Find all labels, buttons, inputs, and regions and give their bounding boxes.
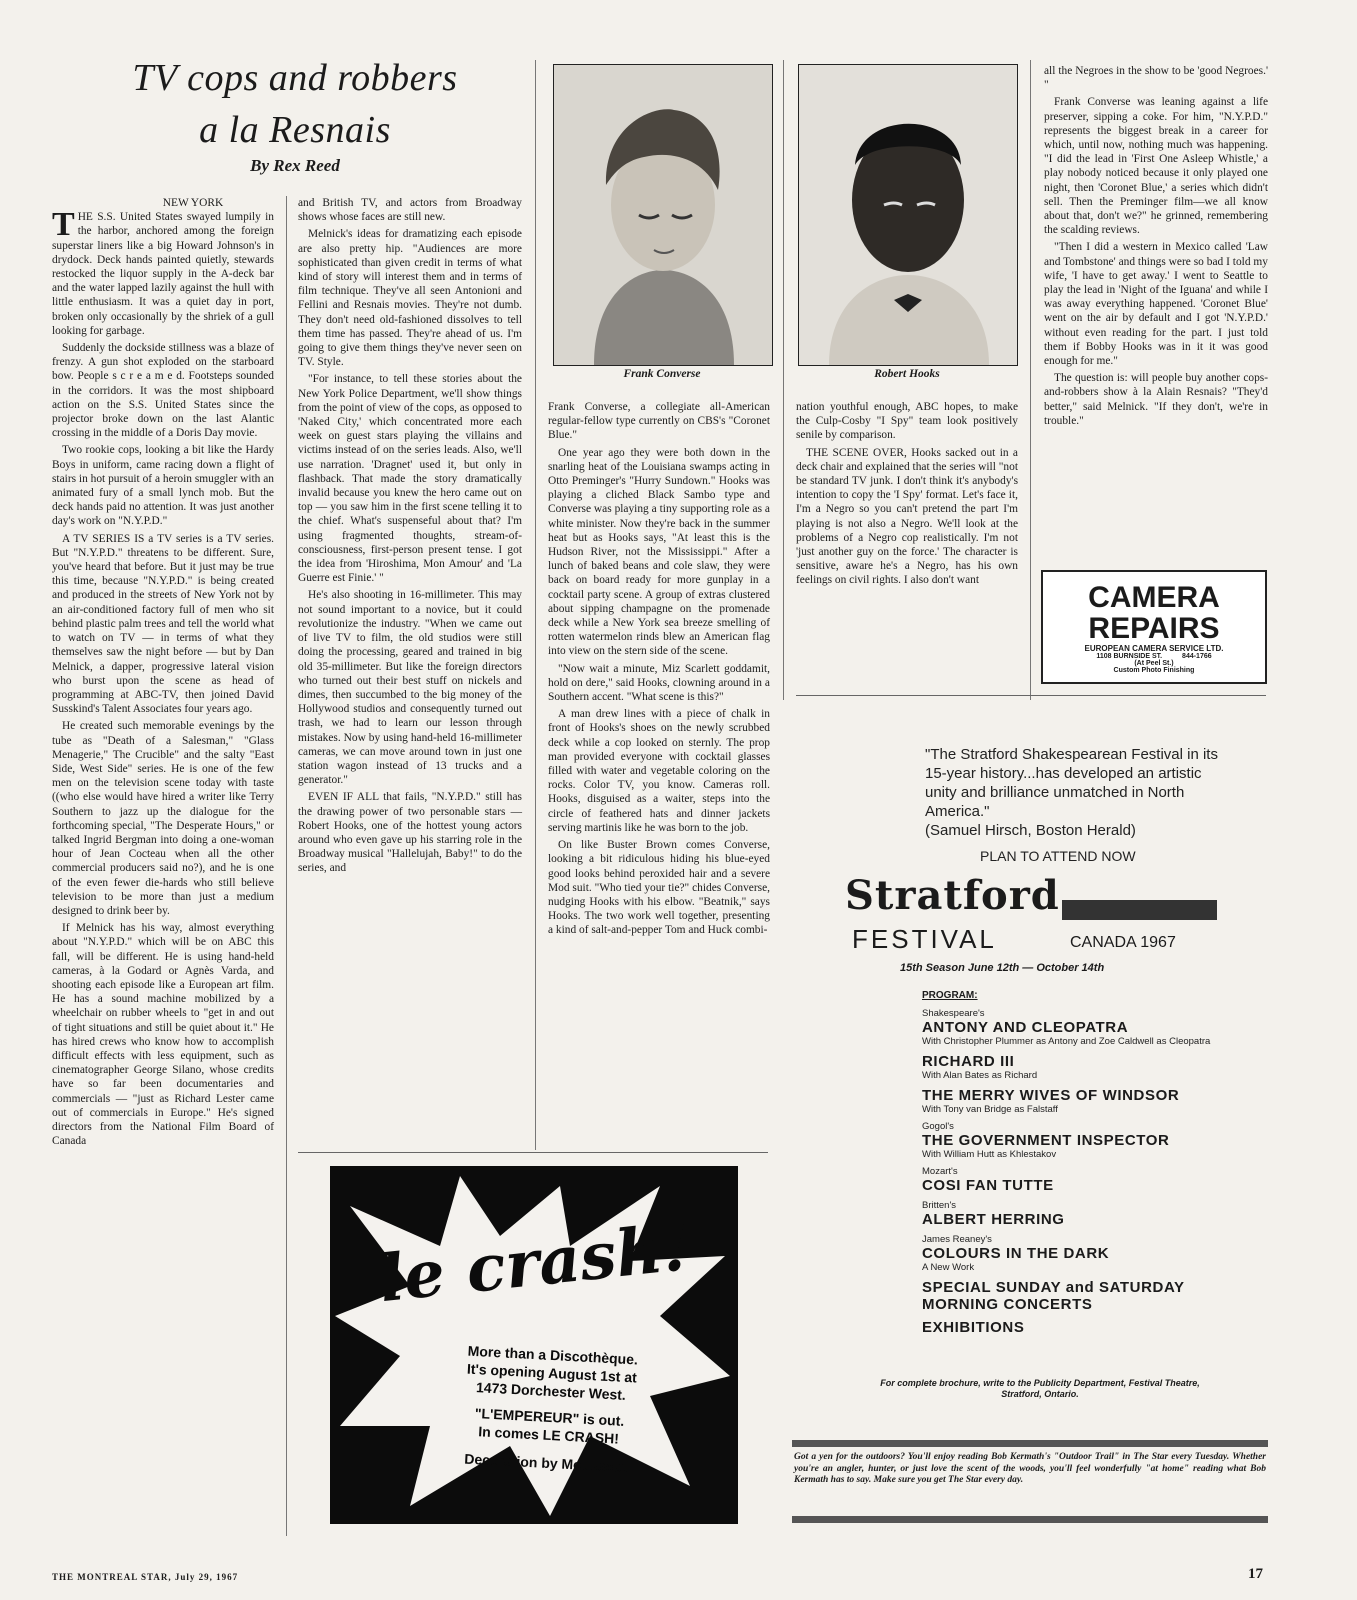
paragraph: Frank Converse, a collegiate all-American regular-fellow type currently on CBS's "Coronet Blue.": [548, 401, 770, 442]
paragraph: EVEN IF ALL that fails, "N.Y.P.D." still has the drawing power of two personable stars — Robert Hooks, one of the hottest young actors around who even gave up his starring role in the Broadway musical "Hallelujah, Baby!" to do the series, and: [298, 791, 522, 875]
paragraph: On like Buster Brown comes Converse, looking a bit ridiculous hiding his blue-eyed good looks behind peroxided hair and a severe Mod suit. "Who tied your tie?" chides Converse, nudging Hooks with his elbow. "Beatnik," says Hooks. The two work well together, presenting a kind of salt-and-pepper Tom and Huck combi-: [548, 839, 770, 937]
program-item: [922, 1053, 1222, 1081]
stratford-attribution: (Samuel Hirsch, Boston Herald): [925, 822, 1136, 839]
le-crash-line: Decoration by Mousseau: [464, 1450, 631, 1476]
article-column-3: [548, 400, 770, 941]
article-column-2: [298, 196, 522, 879]
program-item-prefix: James Reaney's: [922, 1234, 992, 1245]
paragraph: and British TV, and actors from Broadway shows whose faces are still new.: [298, 197, 522, 224]
program-list: [922, 1008, 1222, 1342]
column-divider: [1030, 60, 1031, 700]
paragraph: Suddenly the dockside stillness was a blaze of frenzy. A gun shot exploded on the starboard bow. People s c r e a m e d. Footsteps sounded in the corridors. It was the most shipboard action on the S.S. United States since the projector broke down on the last Alantic crossing in the middle of a Doris Day movie.: [52, 342, 274, 440]
le-crash-line: 1473 Dorchester West.: [475, 1379, 627, 1403]
program-item: [922, 1234, 1222, 1273]
paragraph: A TV SERIES IS a TV series is a TV series. But "N.Y.P.D." threatens to be different. Sure, you've heard that before. But it just may be true this time, because "N.Y.P.D." is being created and produced in the streets of New York not by an air-conditioned factory full of men who sit behind plastic palm trees and tell the world what to watch on TV — in terms of what they themselves saw the night before — but by Dan Melnick, a dapper, progressive lateral vision who burst upon the scene as head of programming at ABC-TV, then joined David Susskind's Talent Associates four years ago.: [52, 532, 274, 716]
le-crash-line: More than a Discothèque.: [467, 1342, 639, 1368]
paragraph: Two rookie cops, looking a bit like the Hardy Boys in uniform, came racing down a flight of stairs in hot pursuit of a heroin smuggler with an animated fury of a small lynch mob. But the deck hands paid no attention. It was just another day's work on "N.Y.P.D.": [52, 444, 274, 528]
program-item-title: THE GOVERNMENT INSPECTOR: [922, 1132, 1170, 1149]
drop-cap: T: [52, 206, 75, 244]
program-item-title: COSI FAN TUTTE: [922, 1177, 1054, 1194]
promo-bottom-rule: [792, 1516, 1268, 1523]
program-item-cast: With Christopher Plummer as Antony and Zoe Caldwell as Cleopatra: [922, 1036, 1211, 1047]
paragraph: "For instance, to tell these stories about the New York Police Department, we'll show things from the point of view of the cops, as opposed to 'Naked City,' which concentrated more each week on guest stars playing the villains and victims instead of on the series leads. Also, we'll use narration. 'Dragnet' used it, but only in flashback. That made the story dramatically invalid because you knew the hero came out on top — you saw him in the first scene telling it to the chief. What's suspenseful about that? I'm using fragmented thoughts, stream-of-consciousness, first-person present tense. I got the idea from 'Hiroshima, Mon Amour' and 'La Guerre est Finie.' ": [298, 373, 522, 585]
camera-ad-tag: Custom Photo Finishing: [1113, 667, 1195, 674]
camera-ad-address-line: [1043, 653, 1265, 660]
dateline: NEW YORK: [162, 197, 224, 209]
le-crash-line: "L'EMPEREUR" is out.: [474, 1405, 625, 1429]
program-heading: PROGRAM:: [922, 990, 978, 1001]
program-item-cast: With William Hutt as Khlestakov: [922, 1149, 1057, 1160]
program-item: [922, 1121, 1222, 1160]
paragraph: Frank Converse was leaning against a life preserver, sipping a coke. For him, "N.Y.P.D." represents the biggest break in a career for which, until now, nothing much was happening. "I did the lead in 'First One Asleep Whistle,' a play nobody noticed because it only played one night, then 'Coronet Blue,' a series which didn't sell. Then the Preminger film—we all know about that, don't we?" he grinned, remembering the scalding reviews.: [1044, 96, 1268, 237]
program-item-title: RICHARD III: [922, 1053, 1015, 1070]
program-item-title: THE MERRY WIVES OF WINDSOR: [922, 1087, 1180, 1104]
camera-ad-company: EUROPEAN CAMERA SERVICE LTD.: [1084, 644, 1224, 653]
paragraph: Melnick's ideas for dramatizing each episode are also pretty hip. "Audiences are more sophisticated than given credit in terms of what kind of story will interest them and in terms of film technique. They've all seen Antonioni and Fellini and Resnais movies. They're not dumb. They don't need old-fashioned dissolves to tell them time has passed. They're ahead of us. I'm going to give them things they've never seen on TV. Style.: [298, 228, 522, 369]
article-column-5: [1044, 64, 1268, 431]
paragraph: nation youthful enough, ABC hopes, to make the Culp-Cosby "I Spy" team look positively senile by comparison.: [796, 401, 1018, 442]
camera-ad-phone: 844-1766: [1182, 653, 1212, 660]
stratford-brochure-note: For complete brochure, write to the Publicity Department, Festival Theatre, Stratford, Ontario.: [880, 1378, 1200, 1399]
caption-frank-converse: Frank Converse: [623, 368, 701, 380]
caption-robert-hooks: Robert Hooks: [874, 368, 940, 380]
headline-line2: a la Resnais: [199, 109, 391, 151]
stratford-quote: "The Stratford Shakespearean Festival in its 15-year history...has developed an artistic unity and brilliance unmatched in North America.": [925, 746, 1218, 820]
program-item: [922, 1087, 1222, 1115]
article-column-1: [52, 196, 274, 1151]
program-item-prefix: Britten's: [922, 1200, 957, 1211]
stratford-festival-word: FESTIVAL: [852, 924, 997, 954]
newspaper-masthead: THE MONTREAL STAR, July 29, 1967: [52, 1572, 239, 1582]
paragraph: One year ago they were both down in the snarling heat of the Louisiana swamps acting in Otto Preminger's "Hurry Sundown." Hooks was playing a cliched Black Sambo type and Converse was playing a tiny supporting role as a white minister. Now they're back in the summer heat but as Hooks says, "At least this is the Hudson River, not the Mississippi." After a lunch of baked beans and cole slaw, they were back on board ready for more gunplay in a cocktail party scene. A group of extras clustered about sipping champagne on the promenade deck while a New York sea breeze smelling of rotten watermelon rinds blew an American flag into view on the stern side of the scene.: [548, 446, 770, 658]
camera-repairs-ad: [1041, 570, 1267, 684]
star-promo-text: Got a yen for the outdoors? You'll enjoy reading Bob Kermath's "Outdoor Trail" in The Star every Tuesday. Whether you're an angler, hunter, or just love the scent of the woods, you'll feel wonderfully "at home" reading what Bob Kermath has to say. Make sure you get The Star every day.: [794, 1452, 1266, 1485]
program-item-prefix: Mozart's: [922, 1166, 958, 1177]
program-item: [922, 1008, 1222, 1047]
section-divider: [796, 695, 1266, 696]
program-item: [922, 1279, 1222, 1313]
program-item-title: EXHIBITIONS: [922, 1319, 1025, 1336]
program-item: [922, 1166, 1222, 1194]
paragraph: THE SCENE OVER, Hooks sacked out in a deck chair and explained that the series will "not be standard TV junk. I don't think it's anybody's intention to copy the 'I Spy' format. Let's face it, I'm a Negro so you can't pretend the part I'm playing is not also a Negro. We'll look at the problems of a Negro cop realistically. I'm not 'just another guy on the force.' The character is sensitive, aware he's a Negro, has his own feelings on civil rights. I also don't want: [796, 446, 1018, 587]
paragraph: If Melnick has his way, almost everything about "N.Y.P.D." which will be on ABC this fall, will be different. He is using hand-held cameras, à la Godard or Agnès Varda, and shooting each episode like a European art film. He has a sound machine mobilized by a wheelchair on rubber wheels to "get in and out of tight situations and still be quiet about it." He has hired crews who know how to accomplish difficult effects with less equipment, such as cinematographer George Silano, whose credits have so far been documentaries and commercials — "just as Richard Lester came out of commercials in Europe." He's signed directors from the National Film Board of Canada: [52, 922, 274, 1148]
le-crash-line: It's opening August 1st at: [466, 1360, 638, 1386]
paragraph: He created such memorable evenings by the tube as "Death of a Salesman," "Glass Menagerie," The Crucible" and the salty "East Side, West Side" series. He is one of the few men on the television scene today with taste ((who else would have hired a writer like Terry Southern to jazz up the dialogue for the forthcoming special, "The Desperate Hours," or talked Ingrid Bergman into doing a one-woman hour of Jean Cocteau when all the other commercial producers said no?), and he is one of the even fewer die-hards who still believe television to be more than just a medium designed to drink beer by.: [52, 720, 274, 917]
paragraph: HE S.S. United States swayed lumpily in the harbor, anchored among the foreign superstar liners like a big Howard Johnson's in drydock. Deck hands painted quietly, stewards restocked the liquor supply in the A-deck bar and the water lapped lazily against the hull with little enthusiasm. It was a quiet day in port, broken only occasionally by the shriek of a gull looking for garbage.: [52, 211, 274, 337]
portrait-illustration: [799, 65, 1017, 365]
paragraph: all the Negroes in the show to be 'good Negroes.' ": [1044, 65, 1268, 92]
program-item-cast: With Tony van Bridge as Falstaff: [922, 1104, 1058, 1115]
stratford-logo-banner: [1062, 900, 1217, 920]
le-crash-ad: [330, 1166, 738, 1524]
page-number: 17: [1248, 1566, 1263, 1582]
stratford-canada-year: CANADA 1967: [1070, 934, 1176, 951]
portrait-illustration: [554, 65, 772, 365]
column-divider: [286, 196, 287, 1536]
program-item: [922, 1319, 1222, 1336]
photo-frank-converse: [553, 64, 773, 366]
paragraph: A man drew lines with a piece of chalk in front of Hooks's shoes on the newly scrubbed deck while a cop looked on sternly. The prop man provided everyone with cocktail glasses filled with water and vegetable coloring on the rocks. Color TV, you know. Cameras roll. Hooks, disguised as a waiter, steps into the circle of feathered hats and dinner jackets serving martinis like he was born to the job.: [548, 708, 770, 834]
program-item-cast: With Alan Bates as Richard: [922, 1070, 1038, 1081]
paragraph: The question is: will people buy another cops-and-robbers show à la Alain Resnais? "They'd better," said Melnick. "If they don't, we're in trouble.": [1044, 372, 1268, 427]
le-crash-line: In comes LE CRASH!: [477, 1423, 620, 1447]
program-item-prefix: Gogol's: [922, 1121, 954, 1132]
paragraph: "Then I did a western in Mexico called 'Law and Tombstone' and things were so bad I told my wife, 'I have to get away.' I went to Seattle to play the lead in 'Night of the Iguana' and while I was away everything happened. 'Coronet Blue' went on the air by default and I got 'N.Y.P.D.' without even reading for the part. I just told them if Bobby Hooks was in it it was good enough for me.": [1044, 241, 1268, 368]
stratford-plan-line: PLAN TO ATTEND NOW: [980, 848, 1136, 864]
promo-top-rule: [792, 1440, 1268, 1447]
program-item-title: ANTONY AND CLEOPATRA: [922, 1019, 1129, 1036]
column-divider: [783, 60, 784, 700]
program-item-title: SPECIAL SUNDAY and SATURDAY MORNING CONCERTS: [922, 1279, 1185, 1313]
program-item-title: ALBERT HERRING: [922, 1211, 1065, 1228]
stratford-season: 15th Season June 12th — October 14th: [900, 962, 1105, 974]
camera-ad-title: REPAIRS: [1088, 612, 1220, 645]
le-crash-copy: [397, 1338, 703, 1480]
program-item-title: COLOURS IN THE DARK: [922, 1245, 1110, 1262]
program-item-prefix: Shakespeare's: [922, 1008, 985, 1019]
le-crash-logo: le crash!: [375, 1209, 695, 1318]
paragraph: He's also shooting in 16-millimeter. This may not sound important to a novice, but it could revolutionize the industry. "When we came out of live TV to film, the old studios were still doing the processing, geared and trained in big old 35-millimeter. But like the foreign directors who turned out their best stuff on nickels and dimes, then succumbed to the big money of the Hollywood studios and consequently turned out trash, we had to learn our lesson through mistakes. Now by using hand-held 16-millimeter cameras, we can move around town in just one station wagon instead of 13 trucks and a generator.": [298, 589, 522, 787]
photo-robert-hooks: [798, 64, 1018, 366]
camera-ad-title: CAMERA: [1088, 581, 1220, 614]
camera-ad-near: (At Peel St.): [1134, 660, 1174, 667]
section-divider: [298, 1152, 768, 1153]
article-column-4: [796, 400, 1018, 591]
camera-ad-address: 1108 BURNSIDE ST.: [1096, 653, 1163, 660]
program-item: [922, 1200, 1222, 1228]
column-divider: [535, 60, 536, 1150]
program-item-cast: A New Work: [922, 1262, 975, 1273]
byline: By Rex Reed: [250, 156, 340, 175]
paragraph: "Now wait a minute, Miz Scarlett goddamit, hold on dere," said Hooks, clowning around in a Southern accent. "What scene is this?": [548, 662, 770, 704]
stratford-logo: Stratford: [845, 872, 1060, 919]
headline-line1: TV cops and robbers: [132, 57, 458, 99]
